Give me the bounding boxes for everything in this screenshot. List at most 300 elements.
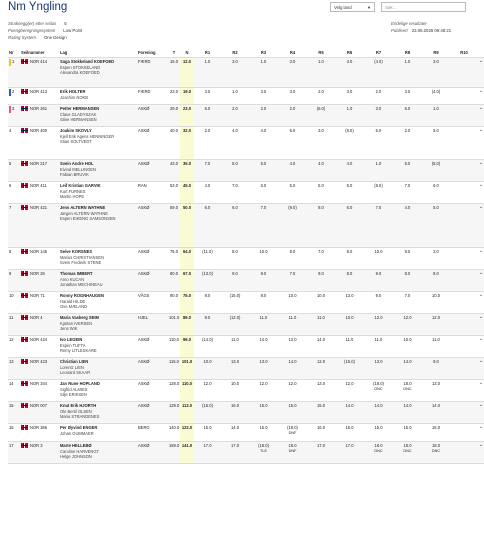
race-score-cell [335,291,364,313]
expand-row-button[interactable] [478,291,484,313]
expand-row-button[interactable] [478,335,484,357]
chevron-down-icon: ⌄ [479,402,484,409]
skipper-name: Ronny ROGNHAUGEN [60,293,104,299]
race-score-cell [450,269,478,291]
race-score-cell [335,159,364,181]
race-score: 7.0 [289,271,296,277]
total-points: 140.0 [169,425,180,431]
race-score: 14.0 [231,425,239,431]
crew-member-name: Maria STRANDENES [60,414,100,420]
meta-value: Low Point [63,28,83,33]
race-score-cell [335,313,364,335]
column-header[interactable]: N [180,49,194,57]
rank-cell [8,126,20,159]
race-score-cell [278,269,307,291]
race-score: 15.0 [432,425,440,431]
race-score: 12.0 [317,359,325,365]
race-score-cell [450,57,478,87]
table-row[interactable] [8,87,484,104]
race-score-cell [393,126,422,159]
sail-number: NOR 4 [30,315,43,321]
expand-row-button[interactable] [478,423,484,441]
crew-member-name: Lorentz LIEN [60,364,84,370]
rank-number: 3 [12,106,15,112]
sail-number-cell [20,247,59,269]
crew-member-name: Jonathan MECHINEAU [60,282,103,288]
race-score-cell [335,203,364,247]
skipper-name: Knut Erik HJORTH [60,403,97,409]
expand-row-button[interactable] [478,379,484,401]
race-score: 3.0 [375,106,382,112]
race-score: 1.0 [260,59,267,65]
expand-row-button[interactable] [478,401,484,423]
race-score-cell [393,57,422,87]
net-cell [180,159,194,181]
race-score: (9.0) [288,205,297,211]
net-cell [180,423,194,441]
crew-member-name: Alexandra KOEFOED [60,70,100,76]
race-score-cell [364,401,393,423]
column-header[interactable]: R1 [194,49,221,57]
race-score-cell [450,441,478,463]
net-points: 101.0 [181,359,193,365]
race-score-cell [307,269,335,291]
race-score-cell [364,313,393,335]
chevron-down-icon: ⌄ [479,105,484,112]
sail-number-cell [20,57,59,87]
team-cell [59,247,137,269]
club-cell [137,181,168,203]
race-score-cell [450,247,478,269]
race-score-cell [335,181,364,203]
race-penalty-code: DNC [374,448,383,453]
race-score: 1.0 [433,106,439,112]
column-header[interactable]: R6 [335,49,364,57]
net-points: 110.0 [181,381,193,387]
norway-flag-icon [21,271,28,276]
race-score: 17.0 [203,443,212,449]
skipper-name: Marte HELLEBØ [60,443,92,449]
race-score: 7.0 [404,183,411,189]
race-score: 4.0 [318,161,324,167]
team-cell [59,379,137,401]
table-row[interactable] [8,57,484,87]
race-score: 8.0 [260,293,267,299]
club-name: FÆRD [138,89,151,95]
team-cell [59,104,137,126]
crew-member-name: Kjartan IVERSEN [60,320,93,326]
race-score-cell [422,401,450,423]
race-score-cell [450,423,478,441]
net-cell [180,126,194,159]
race-score-cell [194,357,221,379]
skipper-name: Joakim SKOVLY [60,128,92,134]
team-cell [59,87,137,104]
norway-flag-icon [21,403,28,408]
skipper-name: Per Øyvind ENGER [60,425,98,431]
rank-number: 6 [9,183,12,189]
race-score: 8.0 [346,271,353,277]
race-score-cell [450,379,478,401]
meta-line-3 [8,35,67,40]
race-score-cell [450,159,478,181]
race-score: 3.0 [404,89,411,95]
race-score: 13.0 [317,381,325,387]
race-score-cell [364,379,393,401]
crew-member-name: Helge JOHNSON [60,454,92,460]
expand-row-button[interactable] [478,313,484,335]
crew-member-name: Leonard SKAAR [60,370,91,376]
race-score-cell [221,203,249,247]
skipper-name: Leif Kristian GARVIK [60,183,101,189]
net-cell [180,335,194,357]
crew-member-name: Fabian BRUVIK [60,172,89,178]
expand-row-button[interactable] [478,181,484,203]
published-label: Publisert [391,28,408,33]
race-score: (8.0) [345,128,354,134]
table-row[interactable] [8,313,484,335]
race-score-cell [393,335,422,357]
race-score: 11.0 [432,337,440,343]
race-score-cell [194,87,221,104]
sail-number: NOR 26 [30,271,45,277]
expand-row-button[interactable] [478,159,484,181]
race-score-cell [450,104,478,126]
expand-row-button[interactable] [478,126,484,159]
race-score-cell [422,181,450,203]
race-score-cell [278,441,307,463]
race-score: (18.0) [373,381,384,387]
race-score-cell [393,379,422,401]
race-score-cell [221,126,249,159]
column-header[interactable]: R5 [307,49,335,57]
table-row[interactable] [8,269,484,291]
crew-member-name: Johan GUMMAER [60,430,94,436]
column-header[interactable]: R4 [278,49,307,57]
skipper-name: Thomas IMBERT [60,271,93,277]
race-score-cell [364,126,393,159]
norway-flag-icon [21,337,28,342]
race-score: 7.0 [404,293,411,299]
race-score-cell [307,57,335,87]
race-score: 9.0 [375,271,382,277]
club-cell [137,87,168,104]
total-cell [168,335,180,357]
table-row[interactable] [8,104,484,126]
sail-number-cell [20,379,59,401]
total-cell [168,423,180,441]
race-score: 16.0 [231,403,239,409]
race-score-cell [450,313,478,335]
race-score: (13.0) [202,271,213,277]
race-score-cell [249,379,278,401]
crew-member-name: Martin HOPE [60,194,85,200]
race-score-cell [450,126,478,159]
crew-member-name: Jens WIK [60,326,78,332]
race-score-cell [194,104,221,126]
net-points: 113.0 [181,403,193,409]
race-score: 4.0 [346,161,353,167]
column-header[interactable]: R2 [221,49,249,57]
race-score-cell [194,126,221,159]
net-cell [180,269,194,291]
chevron-down-icon: ⌄ [479,314,484,321]
club-name: ASKØ [138,337,150,343]
net-cell [180,313,194,335]
race-score-cell [393,313,422,335]
race-score: 12.0 [259,381,268,387]
skipper-name: Seive KORSNES [60,249,93,255]
norway-flag-icon [21,359,28,364]
race-score-cell [221,269,249,291]
sail-number-cell [20,87,59,104]
race-score-cell [278,357,307,379]
norway-flag-icon [21,205,28,210]
column-header[interactable]: Seilnummer [20,49,59,57]
race-score-cell [221,181,249,203]
expand-row-button[interactable] [478,269,484,291]
race-score: 15.0 [203,425,212,431]
race-score-cell [450,291,478,313]
race-score: 6.0 [404,106,411,112]
race-score-cell [335,401,364,423]
race-score-cell [221,401,249,423]
net-cell [180,57,194,87]
race-score-cell [221,423,249,441]
sail-number-cell [20,335,59,357]
rank-cell [8,441,20,463]
crew-member-name: Marius CHRISTIANSEN [60,254,104,260]
column-header[interactable]: T [168,49,180,57]
club-name: ASKØ [138,161,150,167]
total-cell [168,357,180,379]
race-score-cell [194,159,221,181]
race-score: 3.0 [260,89,267,95]
race-score: 10.0 [259,249,268,255]
table-row[interactable] [8,379,484,401]
race-score-cell [364,291,393,313]
sail-number-cell [20,441,59,463]
sail-number-cell [20,126,59,159]
race-score-cell [249,357,278,379]
column-header[interactable]: R3 [249,49,278,57]
crew-member-name: Stine HERMANSEN [60,117,97,123]
race-score: 9.0 [232,271,238,277]
language-select[interactable] [330,2,375,12]
race-score-cell [307,313,335,335]
column-header[interactable]: R9 [422,49,450,57]
race-score-cell [194,57,221,87]
club-cell [137,104,168,126]
race-score: (18.0) [287,425,298,431]
rank-number: 15 [9,403,14,409]
column-header-spacer [478,49,484,57]
race-score-cell [393,291,422,313]
race-score-cell [278,247,307,269]
race-score: 9.0 [318,271,324,277]
team-cell [59,313,137,335]
table-row[interactable] [8,159,484,181]
race-score-cell [393,269,422,291]
race-score-cell [249,159,278,181]
skipper-name: Petter HERMANSEN [60,106,100,112]
expand-row-button[interactable] [478,357,484,379]
norway-flag-icon [21,443,28,448]
expand-row-button[interactable] [478,87,484,104]
table-row[interactable] [8,401,484,423]
race-score: 7.0 [232,183,238,189]
race-score-cell [422,423,450,441]
race-score: 10.0 [203,359,212,365]
race-score-cell [364,357,393,379]
race-score-cell [194,269,221,291]
rank-cell [8,401,20,423]
team-cell [59,159,137,181]
race-score: 16.0 [345,425,354,431]
race-score-cell [278,401,307,423]
race-score: (14.0) [202,337,213,343]
sail-number-cell [20,104,59,126]
club-name: FÆRD [138,59,151,65]
race-score-cell [422,57,450,87]
rank-number: 13 [9,359,14,365]
race-score: 13.0 [288,337,297,343]
total-cell [168,247,180,269]
expand-row-button[interactable] [478,57,484,87]
sail-number-cell [20,291,59,313]
total-cell [168,291,180,313]
crew-member-name: Jørgen ALTERN WATHNE [60,210,108,216]
race-score: 1.0 [318,59,324,65]
race-score-cell [221,313,249,335]
meta-value: 5 [64,21,67,26]
expand-row-button[interactable] [478,203,484,247]
table-row[interactable] [8,335,484,357]
race-score-cell [278,379,307,401]
meta-value: One Design [43,35,67,40]
race-score: 11.0 [288,315,297,321]
column-header[interactable]: R10 [450,49,478,57]
sail-number: NOR 414 [30,59,48,65]
sail-number: NOR 424 [30,337,48,343]
chevron-down-icon: ⌄ [479,442,484,449]
net-cell [180,104,194,126]
race-score: 10.0 [374,249,383,255]
crew-member-name: Espen STOKKELAND [60,64,101,70]
race-score: 7.0 [260,205,267,211]
race-score: 11.0 [374,337,383,343]
race-score: 5.0 [433,205,439,211]
race-score-cell [221,335,249,357]
race-score: 10.0 [231,381,239,387]
table-row[interactable] [8,291,484,313]
race-score-cell [194,203,221,247]
race-score-cell [307,159,335,181]
table-row[interactable] [8,203,484,247]
net-points: 96.0 [183,337,191,343]
race-score-cell [194,335,221,357]
column-header[interactable]: Forening [137,49,168,57]
rank-cell [8,379,20,401]
rank-color-bar [9,106,11,113]
rank-number: 7 [9,205,12,211]
race-score-cell [194,379,221,401]
race-score-cell [307,203,335,247]
race-score: 6.0 [232,205,238,211]
race-score: 12.0 [203,381,212,387]
skipper-name: Jan Rune HOPLAND [60,381,100,387]
table-row[interactable] [8,181,484,203]
crew-member-name: Remy LITLESKARE [60,348,97,354]
meta-label: Straknegg(er) etter seilas [8,21,57,26]
sail-number-cell [20,357,59,379]
race-score: 13.0 [432,381,440,387]
race-score: 3.0 [204,89,211,95]
norway-flag-icon [21,59,28,64]
results-table [8,49,484,464]
total-cell [168,203,180,247]
expand-row-button[interactable] [478,104,484,126]
column-header[interactable]: R7 [364,49,393,57]
net-points: 50.0 [183,205,191,211]
race-score: (16.0) [202,403,213,409]
race-score: 1.0 [346,106,353,112]
crew-member-name: Svein Frederik STENE [60,260,102,266]
expand-row-button[interactable] [478,441,484,463]
club-cell [137,357,168,379]
team-cell [59,441,137,463]
race-score-cell [278,159,307,181]
race-score: (12.0) [229,315,241,321]
race-score: 3.0 [346,89,353,95]
race-score: 2.0 [318,89,324,95]
race-score-cell [422,291,450,313]
table-row[interactable] [8,247,484,269]
race-score-cell [364,441,393,463]
rank-color-bar [9,89,11,96]
table-row[interactable] [8,357,484,379]
team-cell [59,401,137,423]
race-score: 1.0 [204,59,211,65]
table-row[interactable] [8,441,484,463]
race-score-cell [221,57,249,87]
expand-row-button[interactable] [478,247,484,269]
race-score: 17.0 [317,443,325,449]
race-score-cell [335,423,364,441]
club-cell [137,335,168,357]
race-score: 11.0 [259,315,268,321]
race-score: 6.0 [433,183,439,189]
race-score-cell [307,441,335,463]
search-input[interactable]: Søk... [381,2,466,12]
rank-number: 9 [9,271,12,277]
sail-number-cell [20,159,59,181]
column-header[interactable]: R8 [393,49,422,57]
race-score: 8.0 [433,271,439,277]
chevron-down-icon: ⌄ [479,270,484,277]
column-header[interactable]: Lag [59,49,137,57]
race-score-cell [249,401,278,423]
chevron-down-icon: ⌄ [479,336,484,343]
race-score: 9.0 [404,249,411,255]
meta-line-1 [8,21,67,26]
column-header[interactable]: Nr [8,49,20,57]
norway-flag-icon [21,106,28,111]
table-row[interactable] [8,126,484,159]
table-row[interactable] [8,423,484,441]
net-points: 45.0 [183,183,191,189]
race-score-cell [221,441,249,463]
